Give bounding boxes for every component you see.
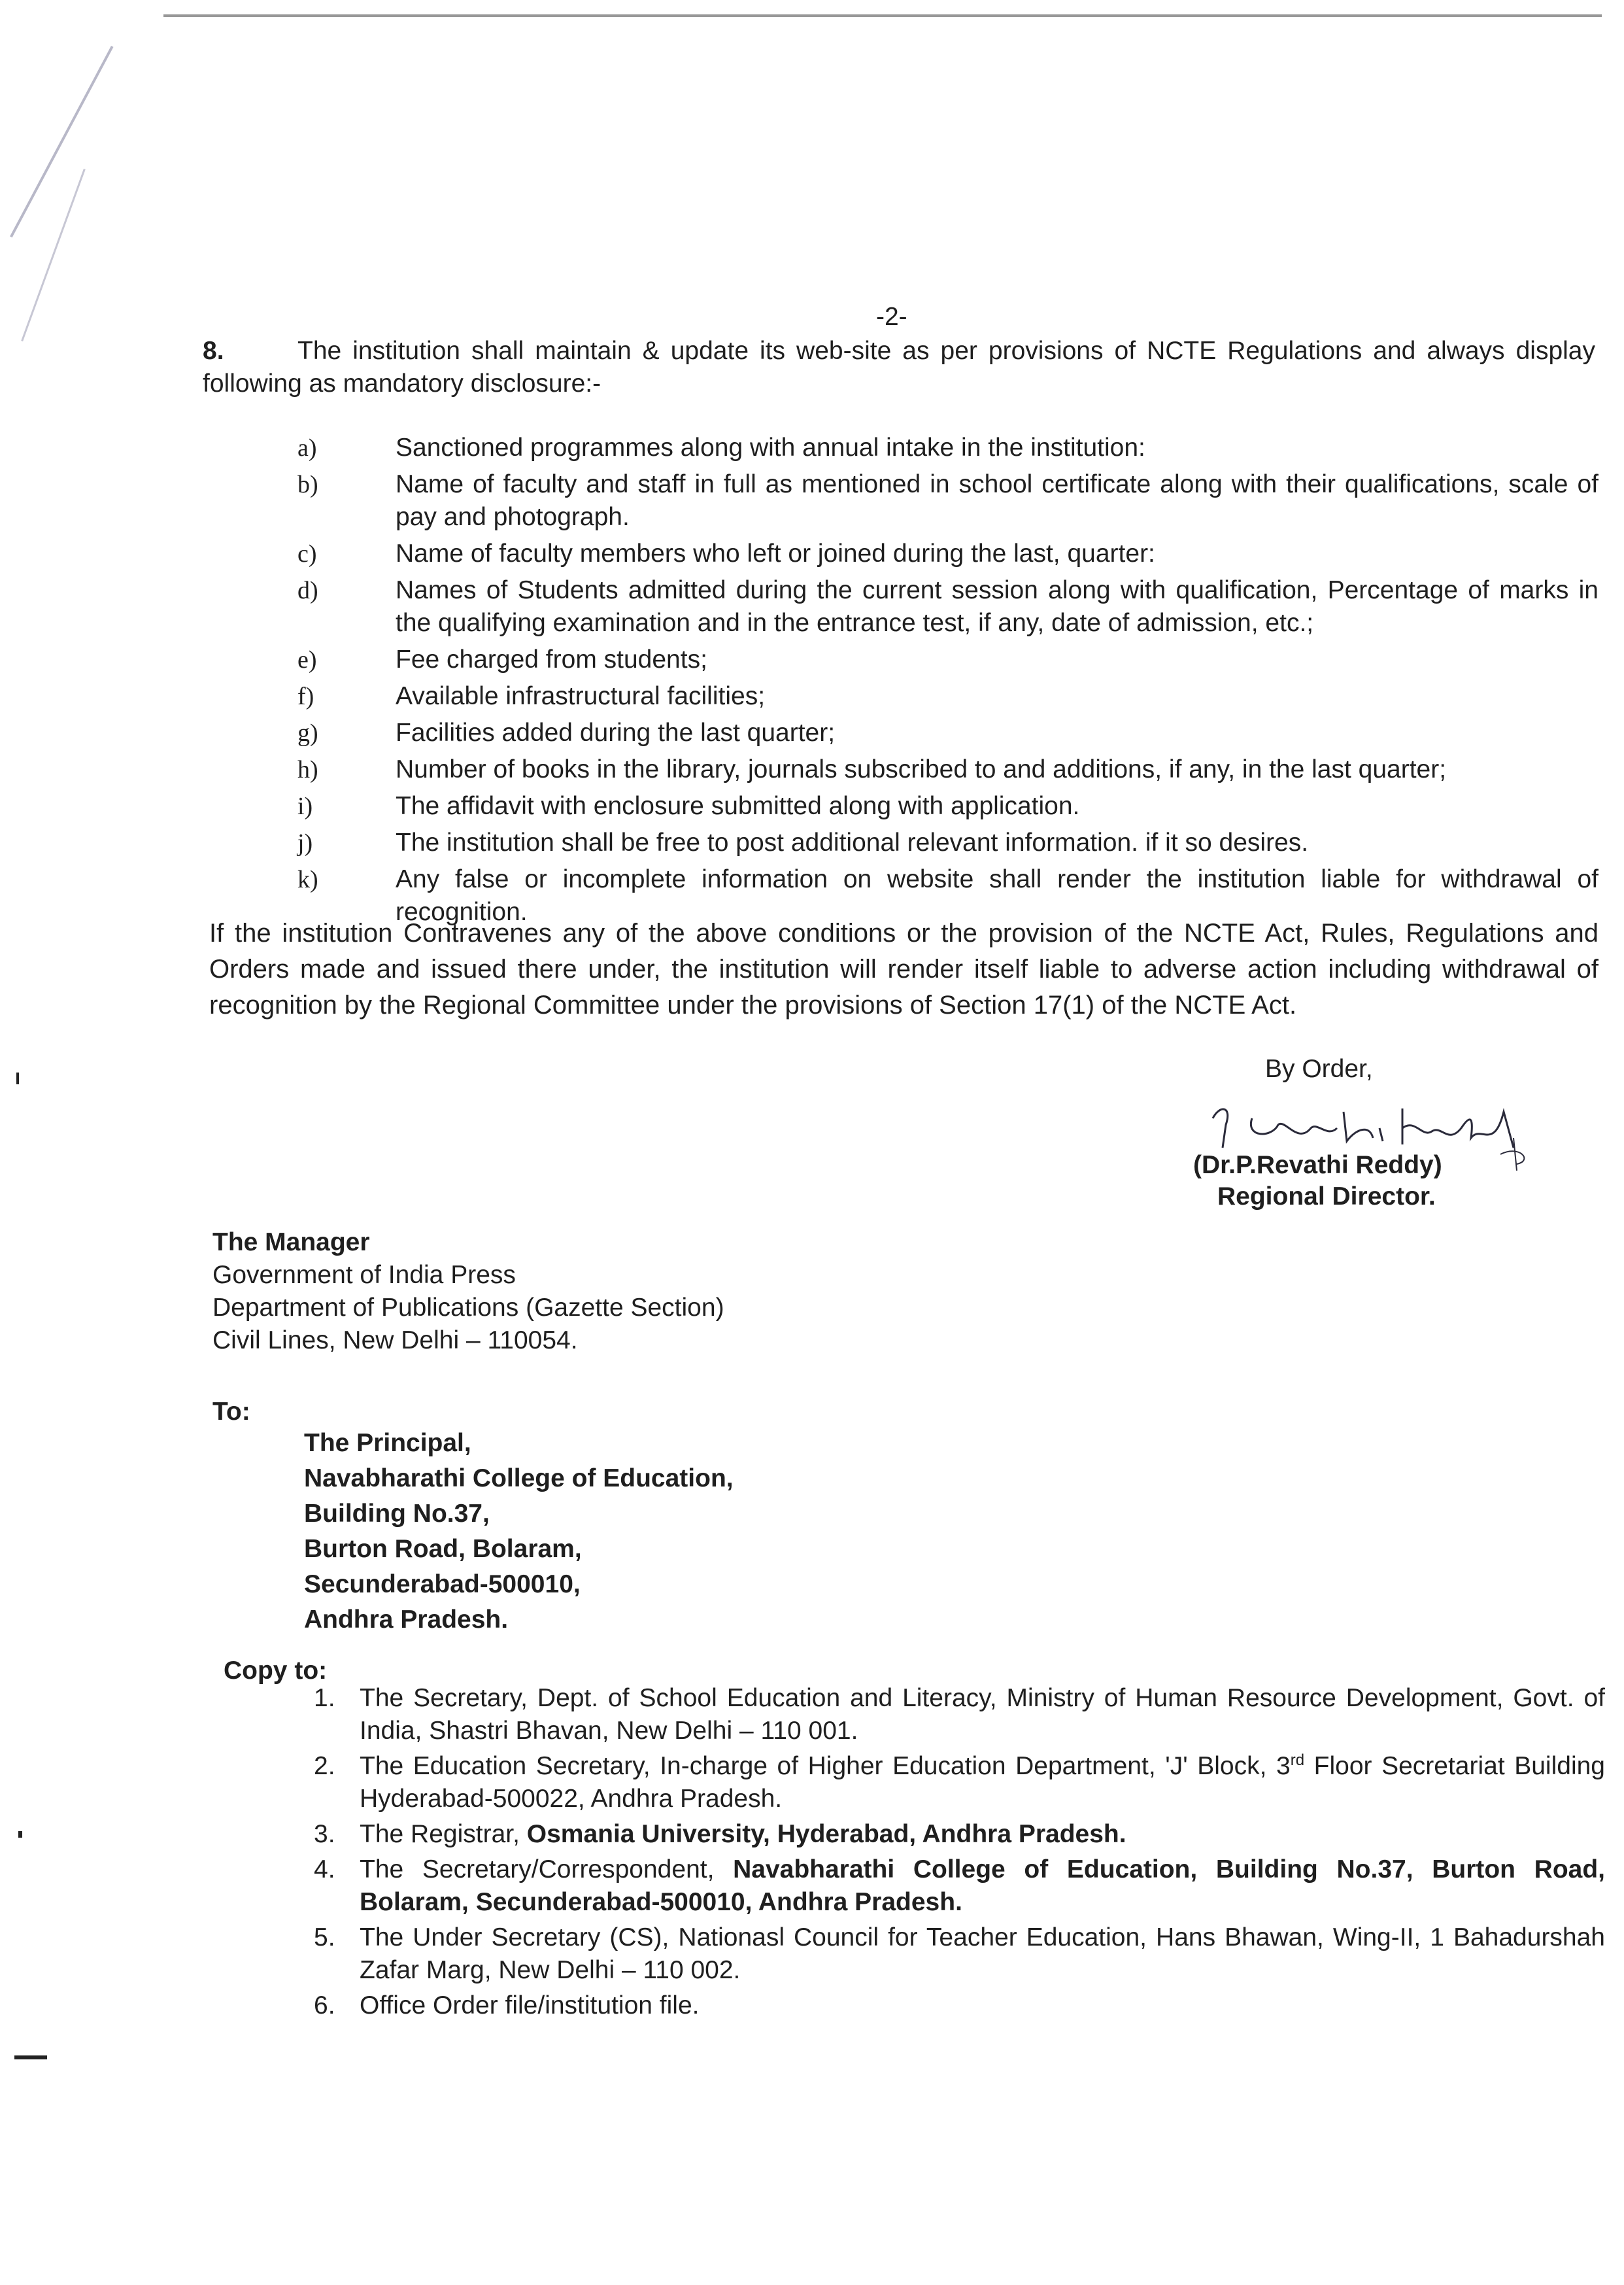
list-item <box>297 827 1599 859</box>
list-item <box>297 790 1599 823</box>
item-text: The institution shall be free to post additional relevant information. if it so desires. <box>396 829 1309 857</box>
item-text-part: The Registrar, <box>360 1820 527 1848</box>
copy-to-label: Copy to: <box>224 1657 328 1685</box>
recipient-address <box>304 1426 734 1638</box>
address-line: Burton Road, Bolaram, <box>304 1535 582 1563</box>
address-line: Department of Publications (Gazette Section) <box>212 1294 724 1322</box>
address-line: The Principal, <box>304 1429 471 1457</box>
item-label: b) <box>297 471 318 498</box>
item-text: The Under Secretary (CS), Nationasl Council for Teacher Education, Hans Bhawan, Wing-II, 1 Bahadurshah Zafar Marg, New Delhi – 110 002. <box>360 1923 1605 1984</box>
list-item <box>314 1818 1605 1851</box>
address-line: Government of India Press <box>212 1261 516 1289</box>
clause-8 <box>203 335 1595 400</box>
scan-artifact <box>10 46 113 237</box>
item-label: d) <box>297 577 318 604</box>
contravene-paragraph: If the institution Contravenes any of the above conditions or the provision of the NCTE Act, Rules, Regulations and Orders made and issued there under, the institution will render itself liable to adverse action including withdrawal of recognition by the Regional Committee under the provisions of Section 17(1) of the NCTE Act. <box>209 919 1599 1020</box>
list-item <box>297 538 1599 570</box>
ordinal-suffix: rd <box>1290 1751 1305 1769</box>
item-text: Number of books in the library, journals subscribed to and additions, if any, in the last quarter; <box>396 755 1447 783</box>
item-text: The Secretary, Dept. of School Education and Literacy, Ministry of Human Resource Development, Govt. of India, Shastri Bhavan, New Delhi – 110 001. <box>360 1684 1605 1745</box>
item-text: Names of Students admitted during the current session along with qualification, Percentage of marks in the qualifying examination and in the entrance test, if any, date of admission, etc.; <box>396 576 1599 637</box>
item-text-bold: Navabharathi College of Education, Building No.37, Burton Road, Bolaram, Secunderabad-500010, Andhra Pradesh. <box>360 1855 1606 1916</box>
item-text: Name of faculty and staff in full as mentioned in school certificate along with their qualifications, scale of pay and photograph. <box>396 470 1599 531</box>
item-number: 5. <box>314 1923 335 1951</box>
signatory-name: (Dr.P.Revathi Reddy) <box>1193 1151 1442 1179</box>
item-label: j) <box>297 829 313 857</box>
manager-address <box>212 1226 724 1357</box>
top-border-line <box>163 14 1602 17</box>
item-number: 3. <box>314 1820 335 1848</box>
item-label: c) <box>297 540 317 568</box>
list-item <box>297 644 1599 676</box>
item-text <box>360 1853 1605 1919</box>
list-item <box>314 1921 1605 1987</box>
copy-to-list <box>314 1682 1605 2025</box>
item-text <box>360 1750 1605 1815</box>
list-item <box>314 1989 1605 2022</box>
item-number: 6. <box>314 1991 335 2019</box>
item-text: The affidavit with enclosure submitted along with application. <box>396 792 1080 820</box>
item-number: 4. <box>314 1855 335 1883</box>
item-text-part: The Secretary/Correspondent, <box>360 1855 734 1883</box>
list-item <box>297 680 1599 713</box>
item-label: a) <box>297 434 317 462</box>
item-text: Any false or incomplete information on website shall render the institution liable for withdrawal of recognition. <box>396 865 1599 926</box>
address-line: Civil Lines, New Delhi – 110054. <box>212 1326 578 1354</box>
item-number: 1. <box>314 1684 335 1712</box>
clause-text: The institution shall maintain & update its web-site as per provisions of NCTE Regulations and always display following as mandatory disclosure:- <box>203 337 1595 398</box>
clause-number: 8. <box>203 337 224 365</box>
list-item <box>314 1853 1605 1919</box>
margin-mark <box>14 2055 47 2059</box>
item-text-bold: Osmania University, Hyderabad, Andhra Pradesh. <box>526 1820 1126 1848</box>
item-label: h) <box>297 756 318 783</box>
item-label: g) <box>297 719 318 747</box>
list-item <box>297 574 1599 640</box>
item-text: Available infrastructural facilities; <box>396 682 766 710</box>
manager-title: The Manager <box>212 1228 370 1256</box>
address-line: Secunderabad-500010, <box>304 1570 581 1598</box>
to-label: To: <box>212 1398 250 1426</box>
item-text: Name of faculty members who left or joined during the last, quarter: <box>396 540 1155 568</box>
item-number: 2. <box>314 1752 335 1780</box>
disclosure-list <box>297 432 1599 933</box>
list-item <box>297 432 1599 464</box>
margin-mark <box>18 1831 22 1838</box>
item-label: k) <box>297 866 318 893</box>
list-item <box>314 1682 1605 1747</box>
item-text: Facilities added during the last quarter; <box>396 719 836 747</box>
item-text: Fee charged from students; <box>396 645 707 674</box>
by-order: By Order, <box>1265 1055 1373 1083</box>
list-item <box>297 468 1599 534</box>
item-text-part: The Education Secretary, In-charge of Higher Education Department, 'J' Block, 3 <box>360 1752 1291 1780</box>
item-text: Office Order file/institution file. <box>360 1991 700 2019</box>
scan-artifact <box>21 169 86 341</box>
margin-mark <box>16 1073 19 1084</box>
address-line: Andhra Pradesh. <box>304 1606 509 1634</box>
signatory-designation: Regional Director. <box>1217 1182 1436 1211</box>
item-label: i) <box>297 793 313 820</box>
list-item <box>314 1750 1605 1815</box>
address-line: Building No.37, <box>304 1500 490 1528</box>
item-text-part: Floor Secretariat Building Hyderabad-500022, Andhra Pradesh. <box>360 1752 1605 1813</box>
item-text <box>360 1818 1605 1851</box>
address-line: Navabharathi College of Education, <box>304 1464 734 1492</box>
list-item <box>297 753 1599 786</box>
list-item <box>297 717 1599 749</box>
item-text: Sanctioned programmes along with annual intake in the institution: <box>396 434 1145 462</box>
page-number: -2- <box>876 303 907 331</box>
item-label: f) <box>297 683 314 710</box>
item-label: e) <box>297 646 317 674</box>
